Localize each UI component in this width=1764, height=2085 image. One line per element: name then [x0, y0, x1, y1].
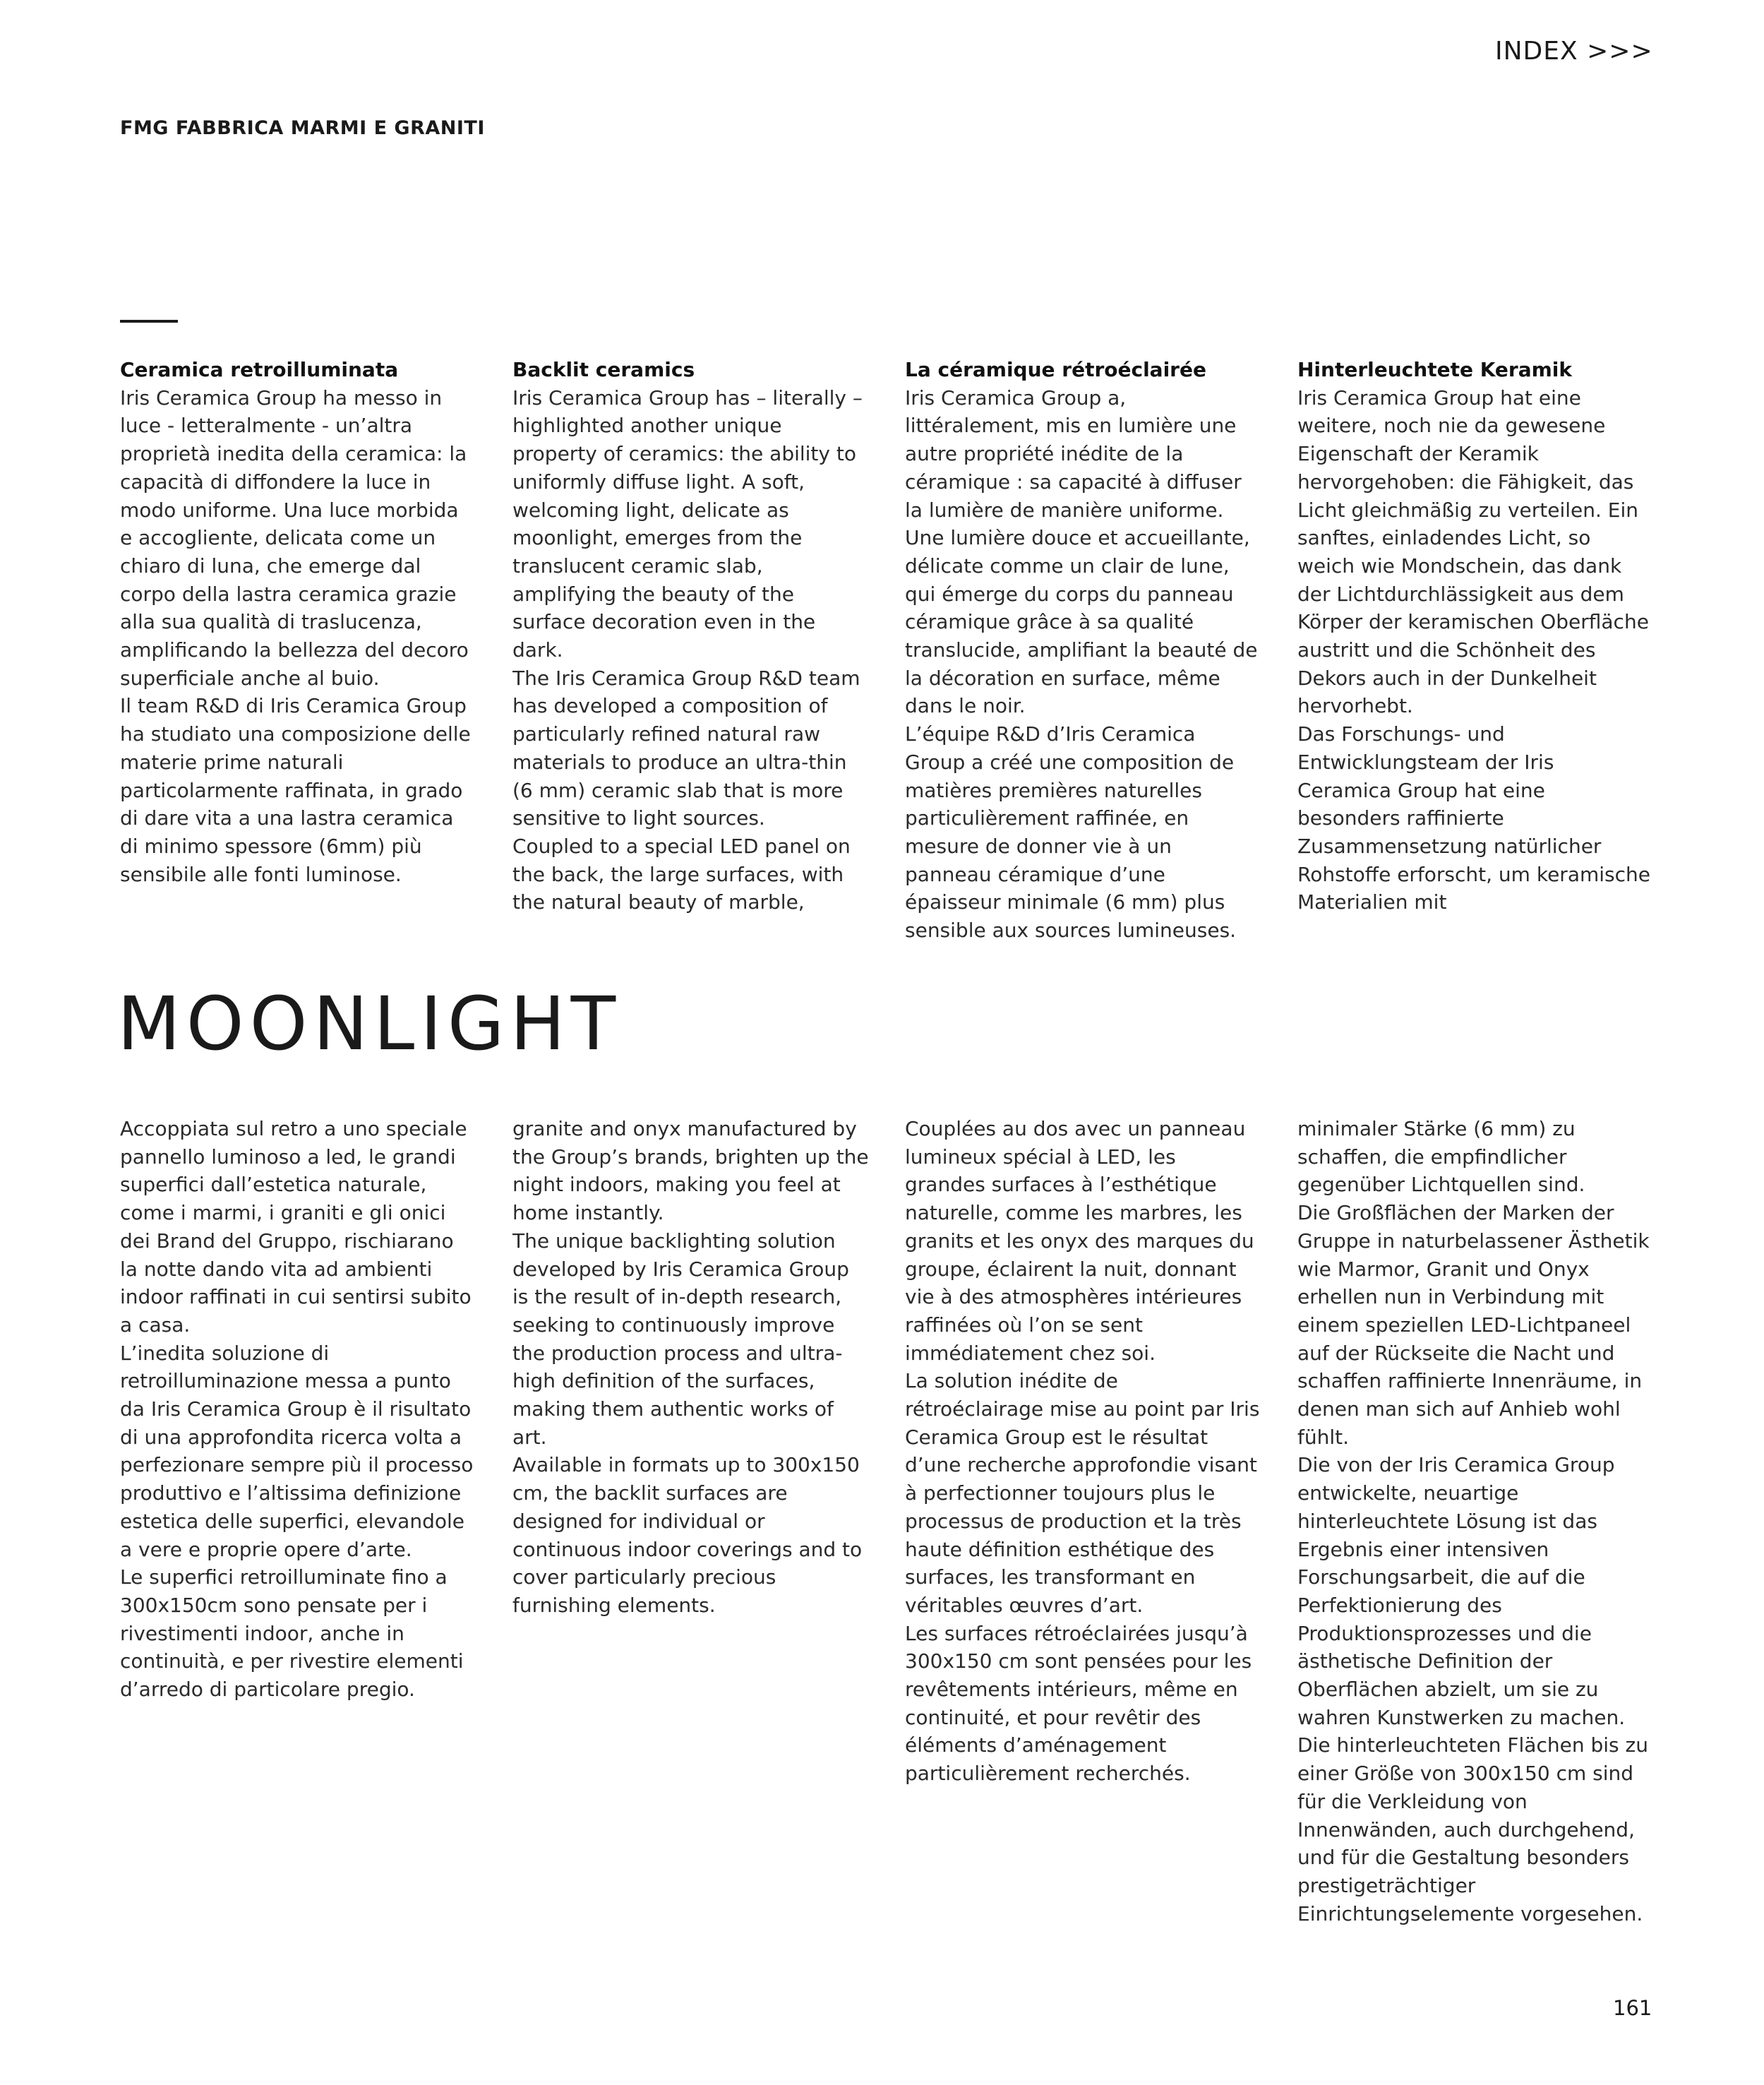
- paragraph: Couplées au dos avec un panneau lumineux spécial à LED, les grandes surfaces à l’esthétique naturelle, comme les marbres, les granits et les onyx des marques du groupe, éclairent la nuit, donnant vie à des atmosphères intérieures raffinées où l’on se sent immédiatement chez soi.: [905, 1117, 1254, 1365]
- paragraph: L’inedita soluzione di retroilluminazione messa a punto da Iris Ceramica Group è il risultato di una approfondita ricerca volta a perfezionare sempre più il processo produttivo e l’altissima definizione estetica delle superfici, elevandole a vere e proprie opere d’arte.: [120, 1341, 474, 1561]
- paragraph: Available in formats up to 300x150 cm, the backlit surfaces are designed for individual or continuous indoor coverings and to cover particularly precious furnishing elements.: [512, 1453, 863, 1617]
- index-link[interactable]: INDEX >>>: [1495, 37, 1653, 66]
- column-heading: Hinterleuchtete Keramik: [1297, 358, 1572, 381]
- paragraph: Die Großflächen der Marken der Gruppe in naturbelassener Ästhetik wie Marmor, Granit und Onyx erhellen nun in Verbindung mit einem speziellen LED-Lichtpaneel auf der Rückseite die Nacht und schaffen raffinierte Innenräume, in denen man sich auf Anhieb wohl fühlt.: [1297, 1201, 1650, 1449]
- brand-name: FMG FABBRICA MARMI E GRANITI: [120, 117, 485, 139]
- body-column-italian: [120, 1115, 476, 1990]
- paragraph: minimaler Stärke (6 mm) zu schaffen, die empfindlicher gegenüber Lichtquellen sind.: [1297, 1117, 1585, 1197]
- paragraph: Les surfaces rétroéclairées jusqu’à 300x150 cm sont pensées pour les revêtements intérieurs, même en continuité, et pour revêtir des éléments d’aménagement particulièrement recherchés.: [905, 1621, 1252, 1786]
- paragraph: Iris Ceramica Group has – literally – highlighted another unique property of ceramics: the ability to uniformly diffuse light. A soft, welcoming light, delicate as moonlight, emerges from the translucent ceramic slab, amplifying the beauty of the surface decoration even in the dark.: [512, 386, 863, 662]
- body-column-german: [1297, 1115, 1654, 1990]
- paragraph: Die hinterleuchteten Flächen bis zu einer Größe von 300x150 cm sind für die Verkleidung von Innenwänden, auch durchgehend, und für die Gestaltung besonders prestigeträchtiger Einrichtungselemente vorgesehen.: [1297, 1733, 1648, 1925]
- paragraph: Das Forschungs- und Entwicklungsteam der Iris Ceramica Group hat eine besonders raffinierte Zusammensetzung natürlicher Rohstoffe erforscht, um keramische Materialien mit: [1297, 722, 1650, 914]
- paragraph: The Iris Ceramica Group R&D team has developed a composition of particularly refined natural raw materials to produce an ultra-thin (6 mm) ceramic slab that is more sensitive to light sources.: [512, 666, 860, 830]
- intro-column-english: [512, 356, 869, 949]
- paragraph: Iris Ceramica Group a, littéralement, mis en lumière une autre propriété inédite de la céramique : sa capacité à diffuser la lumière de manière uniforme. Une lumière douce et accueillante, délicate comme un clair de lune, qui émerge du corps du panneau céramique grâce à sa qualité translucide, amplifiant la beauté de la décoration en surface, même dans le noir.: [905, 386, 1258, 718]
- page-number: 161: [1613, 1996, 1652, 2020]
- paragraph: Il team R&D di Iris Ceramica Group ha studiato una composizione delle materie prime naturali particolarmente raffinata, in grado di dare vita a una lastra ceramica di minimo spessore (6mm) più sensibile alle fonti luminose.: [120, 694, 471, 886]
- column-heading: Ceramica retroilluminata: [120, 358, 399, 381]
- column-heading: La céramique rétroéclairée: [905, 358, 1206, 381]
- paragraph: Die von der Iris Ceramica Group entwickelte, neuartige hinterleuchtete Lösung ist das Ergebnis einer intensiven Forschungsarbeit, die auf die Perfektionierung des Produktionsprozesses und die ästhetische Definition der Oberflächen abzielt, um sie zu wahren Kunstwerken zu machen.: [1297, 1453, 1626, 1729]
- paragraph: The unique backlighting solution developed by Iris Ceramica Group is the result of in-depth research, seeking to continuously improve the production process and ultra-high definition of the surfaces, making them authentic works of art.: [512, 1229, 849, 1449]
- paragraph: La solution inédite de rétroéclairage mise au point par Iris Ceramica Group est le résultat d’une recherche approfondie visant à perfectionner toujours plus le processus de production et la très haute définition esthétique des surfaces, les transformant en véritables œuvres d’art.: [905, 1369, 1260, 1617]
- intro-column-french: [905, 356, 1261, 949]
- column-heading: Backlit ceramics: [512, 358, 695, 381]
- intro-column-german: [1297, 356, 1654, 949]
- section-divider: [120, 320, 178, 323]
- page-title: MOONLIGHT: [117, 981, 622, 1067]
- paragraph: Le superfici retroilluminate fino a 300x150cm sono pensate per i rivestimenti indoor, anche in continuità, e per rivestire elementi d’arredo di particolare pregio.: [120, 1565, 464, 1702]
- paragraph: Coupled to a special LED panel on the back, the large surfaces, with the natural beauty of marble,: [512, 834, 851, 914]
- paragraph: granite and onyx manufactured by the Group’s brands, brighten up the night indoors, making you feel at home instantly.: [512, 1117, 869, 1225]
- paragraph: Iris Ceramica Group hat eine weitere, noch nie da gewesene Eigenschaft der Keramik hervorgehoben: die Fähigkeit, das Licht gleichmäßig zu verteilen. Ein sanftes, einladendes Licht, so weich wie Mondschein, das dank der Lichtdurchlässigkeit aus dem Körper der keramischen Oberfläche austritt und die Schönheit des Dekors auch in der Dunkelheit hervorhebt.: [1297, 386, 1649, 718]
- body-column-french: [905, 1115, 1261, 1990]
- paragraph: L’équipe R&D d’Iris Ceramica Group a créé une composition de matières premières naturelles particulièrement raffinée, en mesure de donner vie à un panneau céramique d’une épaisseur minimale (6 mm) plus sensible aux sources lumineuses.: [905, 722, 1237, 943]
- paragraph: Accoppiata sul retro a uno speciale pannello luminoso a led, le grandi superfici dall’estetica naturale, come i marmi, i graniti e gli onici dei Brand del Gruppo, rischiarano la notte dando vita ad ambienti indoor raffinati in cui sentirsi subito a casa.: [120, 1117, 472, 1337]
- intro-column-italian: [120, 356, 476, 949]
- paragraph: Iris Ceramica Group ha messo in luce - letteralmente - un’altra proprietà inedita della ceramica: la capacità di diffondere la luce in modo uniforme. Una luce morbida e accogliente, delicata come un chiaro di luna, che emerge dal corpo della lastra ceramica grazie alla sua qualità di traslucenza, amplificando la bellezza del decoro superficiale anche al buio.: [120, 386, 469, 690]
- body-column-english: [512, 1115, 869, 1990]
